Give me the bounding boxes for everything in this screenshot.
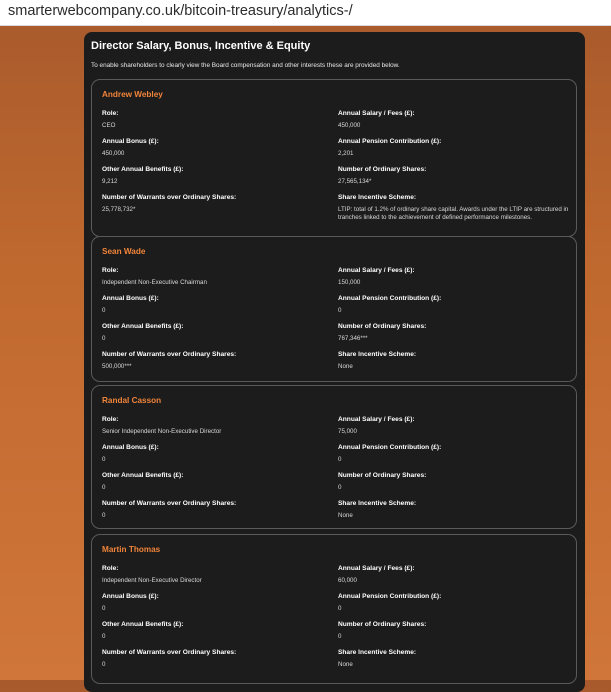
pension-value: 2,201 bbox=[338, 150, 354, 157]
scheme-field bbox=[338, 649, 573, 669]
bonus-field bbox=[102, 138, 337, 158]
benefits-value: 0 bbox=[102, 633, 106, 640]
salary-field bbox=[338, 267, 573, 287]
benefits-value: 0 bbox=[102, 484, 106, 491]
scheme-value: None bbox=[338, 363, 353, 370]
benefits-label: Other Annual Benefits (£): bbox=[102, 472, 184, 479]
benefits-field bbox=[102, 621, 337, 641]
warrants-label: Number of Warrants over Ordinary Shares: bbox=[102, 351, 237, 358]
role-value: Independent Non-Executive Chairman bbox=[102, 279, 207, 286]
benefits-value: 0 bbox=[102, 335, 106, 342]
director-card-randal-casson bbox=[91, 385, 577, 529]
shares-field bbox=[338, 621, 573, 641]
warrants-field bbox=[102, 194, 337, 214]
warrants-field bbox=[102, 351, 337, 371]
salary-field bbox=[338, 110, 573, 130]
shares-label: Number of Ordinary Shares: bbox=[338, 166, 427, 173]
pension-field bbox=[338, 593, 573, 613]
role-field bbox=[102, 565, 337, 585]
role-value: CEO bbox=[102, 122, 116, 129]
role-value: Senior Independent Non-Executive Director bbox=[102, 428, 222, 435]
benefits-field bbox=[102, 472, 337, 492]
bonus-label: Annual Bonus (£): bbox=[102, 444, 159, 451]
role-label: Role: bbox=[102, 565, 119, 572]
director-card-martin-thomas bbox=[91, 534, 577, 684]
pension-value: 0 bbox=[338, 605, 342, 612]
bonus-value: 0 bbox=[102, 605, 106, 612]
director-name: Randal Casson bbox=[102, 396, 162, 405]
bonus-label: Annual Bonus (£): bbox=[102, 138, 159, 145]
benefits-field bbox=[102, 166, 337, 186]
pension-label: Annual Pension Contribution (£): bbox=[338, 138, 442, 145]
shares-field bbox=[338, 472, 573, 492]
salary-value: 150,000 bbox=[338, 279, 361, 286]
scheme-label: Share Incentive Scheme: bbox=[338, 351, 417, 358]
warrants-value: 0 bbox=[102, 512, 106, 519]
shares-value: 0 bbox=[338, 484, 342, 491]
director-card-sean-wade bbox=[91, 236, 577, 382]
scheme-field bbox=[338, 351, 573, 371]
scheme-value: None bbox=[338, 512, 353, 519]
role-field bbox=[102, 267, 337, 287]
role-label: Role: bbox=[102, 110, 119, 117]
warrants-value: 25,778,732* bbox=[102, 206, 136, 213]
role-label: Role: bbox=[102, 416, 119, 423]
warrants-label: Number of Warrants over Ordinary Shares: bbox=[102, 500, 237, 507]
benefits-label: Other Annual Benefits (£): bbox=[102, 323, 184, 330]
warrants-label: Number of Warrants over Ordinary Shares: bbox=[102, 194, 237, 201]
benefits-value: 9,212 bbox=[102, 178, 118, 185]
pension-value: 0 bbox=[338, 456, 342, 463]
role-label: Role: bbox=[102, 267, 119, 274]
scheme-value: LTIP: total of 1.2% of ordinary share capital. Awards under the LTIP are structured in tranches linked to the achievement of defined performance milestones. bbox=[338, 206, 569, 222]
role-field bbox=[102, 416, 337, 436]
salary-label: Annual Salary / Fees (£): bbox=[338, 267, 415, 274]
warrants-value: 0 bbox=[102, 661, 106, 668]
pension-label: Annual Pension Contribution (£): bbox=[338, 593, 442, 600]
warrants-value: 500,000*** bbox=[102, 363, 132, 370]
director-name: Martin Thomas bbox=[102, 545, 161, 554]
shares-value: 767,346*** bbox=[338, 335, 368, 342]
bonus-value: 0 bbox=[102, 307, 106, 314]
bonus-field bbox=[102, 593, 337, 613]
benefits-label: Other Annual Benefits (£): bbox=[102, 166, 184, 173]
pension-label: Annual Pension Contribution (£): bbox=[338, 295, 442, 302]
bonus-label: Annual Bonus (£): bbox=[102, 295, 159, 302]
benefits-field bbox=[102, 323, 337, 343]
warrants-field bbox=[102, 649, 337, 669]
scheme-label: Share Incentive Scheme: bbox=[338, 649, 417, 656]
shares-label: Number of Ordinary Shares: bbox=[338, 323, 427, 330]
pension-label: Annual Pension Contribution (£): bbox=[338, 444, 442, 451]
section-title: Director Salary, Bonus, Incentive & Equity bbox=[91, 40, 311, 52]
director-name: Andrew Webley bbox=[102, 90, 163, 99]
shares-field bbox=[338, 323, 573, 343]
shares-label: Number of Ordinary Shares: bbox=[338, 621, 427, 628]
salary-value: 60,000 bbox=[338, 577, 357, 584]
pension-field bbox=[338, 138, 573, 158]
salary-value: 450,000 bbox=[338, 122, 361, 129]
bonus-field bbox=[102, 295, 337, 315]
warrants-field bbox=[102, 500, 337, 520]
warrants-label: Number of Warrants over Ordinary Shares: bbox=[102, 649, 237, 656]
address-bar[interactable] bbox=[0, 0, 611, 26]
shares-value: 0 bbox=[338, 633, 342, 640]
scheme-label: Share Incentive Scheme: bbox=[338, 500, 417, 507]
benefits-label: Other Annual Benefits (£): bbox=[102, 621, 184, 628]
bonus-value: 0 bbox=[102, 456, 106, 463]
director-compensation-panel bbox=[84, 32, 585, 692]
scheme-field bbox=[338, 500, 573, 520]
scheme-label: Share Incentive Scheme: bbox=[338, 194, 417, 201]
role-value: Independent Non-Executive Director bbox=[102, 577, 202, 584]
salary-field bbox=[338, 416, 573, 436]
salary-label: Annual Salary / Fees (£): bbox=[338, 416, 415, 423]
pension-field bbox=[338, 295, 573, 315]
pension-value: 0 bbox=[338, 307, 342, 314]
bonus-label: Annual Bonus (£): bbox=[102, 593, 159, 600]
salary-label: Annual Salary / Fees (£): bbox=[338, 565, 415, 572]
bonus-value: 450,000 bbox=[102, 150, 125, 157]
pension-field bbox=[338, 444, 573, 464]
director-card-andrew-webley bbox=[91, 79, 577, 237]
shares-value: 27,565,134* bbox=[338, 178, 372, 185]
director-name: Sean Wade bbox=[102, 247, 146, 256]
scheme-value: None bbox=[338, 661, 353, 668]
salary-value: 75,000 bbox=[338, 428, 357, 435]
role-field bbox=[102, 110, 337, 130]
shares-field bbox=[338, 166, 573, 186]
section-description: To enable shareholders to clearly view the Board compensation and other interests these are provided below. bbox=[91, 62, 400, 69]
shares-label: Number of Ordinary Shares: bbox=[338, 472, 427, 479]
salary-field bbox=[338, 565, 573, 585]
scheme-field bbox=[338, 194, 570, 223]
bonus-field bbox=[102, 444, 337, 464]
url-text: smarterwebcompany.co.uk/bitcoin-treasury/analytics-/ bbox=[8, 3, 353, 19]
salary-label: Annual Salary / Fees (£): bbox=[338, 110, 415, 117]
